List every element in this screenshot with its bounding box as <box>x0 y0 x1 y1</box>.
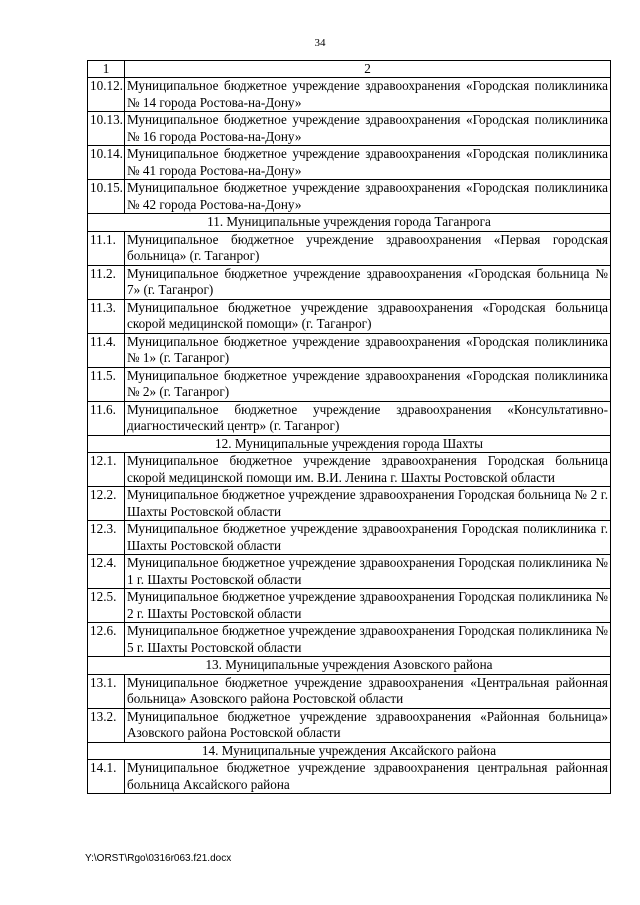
institution-name: Муниципальное бюджетное учреждение здравоохранения «Городская больница № 7» (г. Таганрог) <box>125 265 611 299</box>
row-number: 12.6. <box>88 623 125 657</box>
section-heading-row <box>88 742 611 760</box>
row-number: 10.12. <box>88 78 125 112</box>
row-number: 11.4. <box>88 333 125 367</box>
row-number: 12.1. <box>88 453 125 487</box>
institution-name: Муниципальное бюджетное учреждение здравоохранения Городская больница № 2 г. Шахты Ростовской области <box>125 487 611 521</box>
table-row <box>88 487 611 521</box>
institution-name: Муниципальное бюджетное учреждение здравоохранения «Городская поликлиника № 1» (г. Таганрог) <box>125 333 611 367</box>
section-heading: 13. Муниципальные учреждения Азовского района <box>88 657 611 675</box>
institution-name: Муниципальное бюджетное учреждение здравоохранения Городская поликлиника № 2 г. Шахты Ростовской области <box>125 589 611 623</box>
row-number: 12.3. <box>88 521 125 555</box>
section-heading: 12. Муниципальные учреждения города Шахты <box>88 435 611 453</box>
row-number: 12.2. <box>88 487 125 521</box>
row-number: 10.15. <box>88 180 125 214</box>
row-number: 11.1. <box>88 231 125 265</box>
table-row <box>88 521 611 555</box>
table-row <box>88 231 611 265</box>
table-row <box>88 623 611 657</box>
section-heading: 11. Муниципальные учреждения города Таганрога <box>88 214 611 232</box>
table-row <box>88 146 611 180</box>
section-heading: 14. Муниципальные учреждения Аксайского района <box>88 742 611 760</box>
row-number: 11.2. <box>88 265 125 299</box>
institution-name: Муниципальное бюджетное учреждение здравоохранения «Консультативно-диагностический центр» (г. Таганрог) <box>125 401 611 435</box>
institution-name: Муниципальное бюджетное учреждение здравоохранения Городская поликлиника № 1 г. Шахты Ростовской области <box>125 555 611 589</box>
section-heading-row <box>88 657 611 675</box>
file-path-footer: Y:\ORST\Rgo\0316r063.f21.docx <box>85 853 232 864</box>
institution-name: Муниципальное бюджетное учреждение здравоохранения Городская больница скорой медицинской помощи им. В.И. Ленина г. Шахты Ростовской области <box>125 453 611 487</box>
institution-name: Муниципальное бюджетное учреждение здравоохранения «Городская поликлиника № 14 города Ростова-на-Дону» <box>125 78 611 112</box>
table-row <box>88 555 611 589</box>
institution-name: Муниципальное бюджетное учреждение здравоохранения Городская поликлиника г. Шахты Ростовской области <box>125 521 611 555</box>
institution-name: Муниципальное бюджетное учреждение здравоохранения «Городская поликлиника № 2» (г. Таганрог) <box>125 367 611 401</box>
table-row <box>88 180 611 214</box>
header-col-number: 1 <box>88 61 125 78</box>
institution-name: Муниципальное бюджетное учреждение здравоохранения «Городская поликлиника № 41 города Ростова-на-Дону» <box>125 146 611 180</box>
row-number: 12.4. <box>88 555 125 589</box>
institution-name: Муниципальное бюджетное учреждение здравоохранения «Городская поликлиника № 16 города Ростова-на-Дону» <box>125 112 611 146</box>
institution-name: Муниципальное бюджетное учреждение здравоохранения «Городская больница скорой медицинской помощи» (г. Таганрог) <box>125 299 611 333</box>
row-number: 14.1. <box>88 760 125 794</box>
table-row <box>88 674 611 708</box>
table-row <box>88 401 611 435</box>
section-heading-row <box>88 435 611 453</box>
table-body <box>88 61 611 794</box>
institution-name: Муниципальное бюджетное учреждение здравоохранения «Центральная районная больница» Азовского района Ростовской области <box>125 674 611 708</box>
institution-name: Муниципальное бюджетное учреждение здравоохранения «Первая городская больница» (г. Таганрог) <box>125 231 611 265</box>
table-row <box>88 589 611 623</box>
table-row <box>88 78 611 112</box>
row-number: 11.6. <box>88 401 125 435</box>
table-row <box>88 708 611 742</box>
table-row <box>88 760 611 794</box>
row-number: 10.14. <box>88 146 125 180</box>
institutions-table <box>87 60 611 794</box>
institution-name: Муниципальное бюджетное учреждение здравоохранения Городская поликлиника № 5 г. Шахты Ростовской области <box>125 623 611 657</box>
table-row <box>88 453 611 487</box>
table-row <box>88 367 611 401</box>
table-row <box>88 299 611 333</box>
table-header-row <box>88 61 611 78</box>
page-number: 34 <box>314 37 326 49</box>
table-row <box>88 112 611 146</box>
institution-name: Муниципальное бюджетное учреждение здравоохранения центральная районная больница Аксайского района <box>125 760 611 794</box>
row-number: 11.3. <box>88 299 125 333</box>
row-number: 12.5. <box>88 589 125 623</box>
row-number: 11.5. <box>88 367 125 401</box>
section-heading-row <box>88 214 611 232</box>
header-col-name: 2 <box>125 61 611 78</box>
table-row <box>88 333 611 367</box>
table-row <box>88 265 611 299</box>
institution-name: Муниципальное бюджетное учреждение здравоохранения «Районная больница» Азовского района Ростовской области <box>125 708 611 742</box>
row-number: 13.2. <box>88 708 125 742</box>
row-number: 13.1. <box>88 674 125 708</box>
row-number: 10.13. <box>88 112 125 146</box>
institution-name: Муниципальное бюджетное учреждение здравоохранения «Городская поликлиника № 42 города Ростова-на-Дону» <box>125 180 611 214</box>
